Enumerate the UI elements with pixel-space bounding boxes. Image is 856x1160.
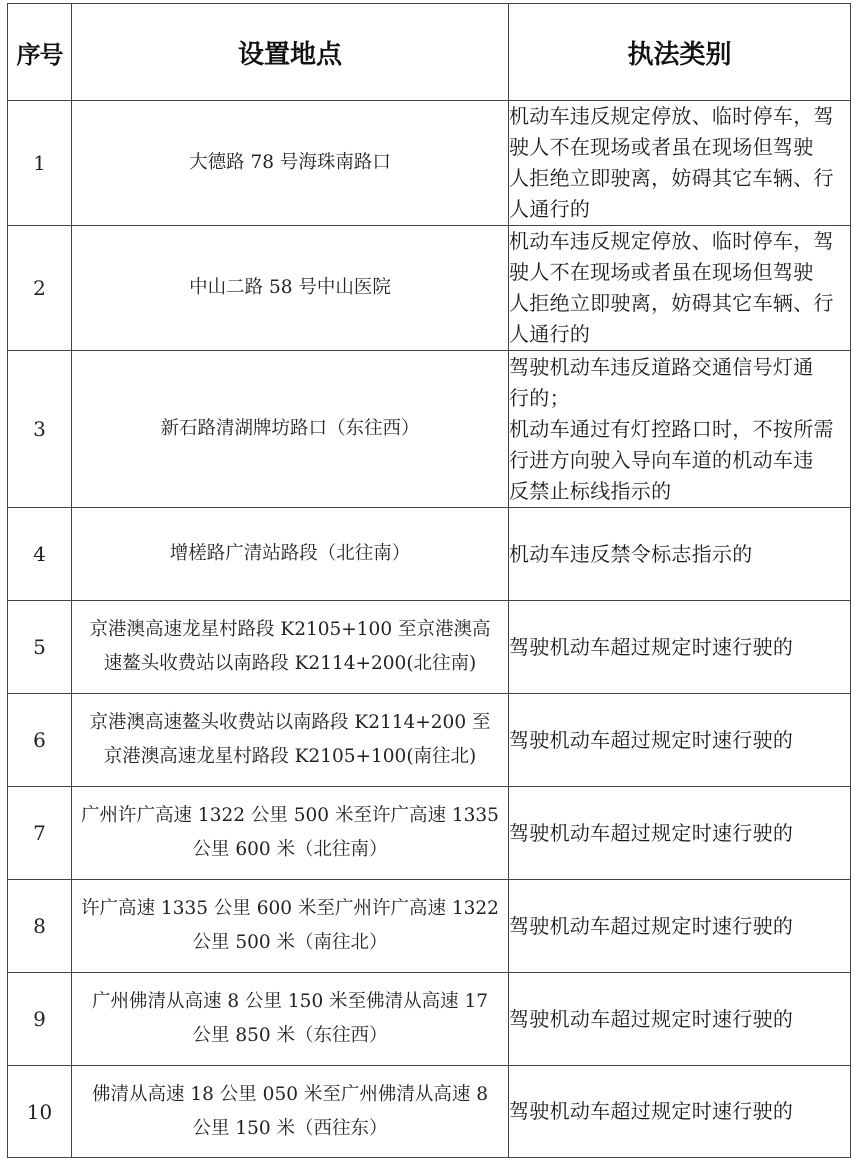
category-line: 机动车违反规定停放、临时停车，驾 (509, 104, 834, 128)
location-line: 速鳌头收费站以南路段 K2114+200(北往南) (103, 653, 477, 674)
header-location: 设置地点 (72, 4, 509, 101)
row-category (509, 973, 851, 1066)
row-category (509, 601, 851, 694)
location-line: 广州佛清从高速 8 公里 150 米至佛清从高速 17 (91, 991, 489, 1012)
row-index: 5 (8, 601, 72, 694)
category-line: 驾驶机动车违反道路交通信号灯通 (509, 354, 814, 379)
row-location (72, 1066, 509, 1158)
table-row (8, 1066, 851, 1158)
row-category (509, 508, 851, 601)
category-line: 驶人不在现场或者虽在现场但驾驶 (509, 260, 814, 284)
table-row (8, 101, 851, 226)
table-row (8, 787, 851, 880)
category-line: 驾驶机动车超过规定时速行驶的 (509, 820, 794, 845)
table-row (8, 880, 851, 973)
row-category (509, 787, 851, 880)
category-line: 驾驶机动车超过规定时速行驶的 (509, 1006, 794, 1031)
location-line: 京港澳高速龙星村路段 K2105+100 至京港澳高 (89, 619, 491, 640)
table-row (8, 226, 851, 351)
row-location (72, 973, 509, 1066)
table-header-row (8, 4, 851, 101)
header-index: 序号 (8, 4, 72, 101)
category-line: 驾驶机动车超过规定时速行驶的 (509, 913, 794, 938)
category-line: 机动车违反禁令标志指示的 (509, 541, 753, 566)
location-line: 公里 600 米（北往南） (192, 839, 388, 860)
header-category: 执法类别 (509, 4, 851, 101)
location-line: 佛清从高速 18 公里 050 米至广州佛清从高速 8 (91, 1083, 489, 1105)
location-line: 京港澳高速龙星村路段 K2105+100(南往北) (103, 746, 477, 767)
category-line: 行的； (509, 385, 570, 410)
row-location (72, 601, 509, 694)
category-line: 人拒绝立即驶离，妨碍其它车辆、行 (509, 291, 834, 315)
category-line: 驾驶机动车超过规定时速行驶的 (509, 727, 794, 752)
row-category (509, 880, 851, 973)
category-line: 行进方向驶入导向车道的机动车违 (509, 447, 814, 472)
category-line: 人拒绝立即驶离，妨碍其它车辆、行 (509, 166, 834, 190)
location-line: 公里 850 米（东往西） (192, 1025, 388, 1046)
row-index: 4 (8, 508, 72, 601)
location-line: 中山二路 58 号中山医院 (189, 277, 391, 298)
location-line: 京港澳高速鳌头收费站以南路段 K2114+200 至 (89, 712, 491, 733)
row-location (72, 880, 509, 973)
row-location (72, 351, 509, 508)
category-line: 驾驶机动车超过规定时速行驶的 (509, 1099, 794, 1123)
row-location (72, 694, 509, 787)
row-index: 6 (8, 694, 72, 787)
row-category (509, 101, 851, 226)
table-row (8, 973, 851, 1066)
table-row (8, 694, 851, 787)
row-index: 2 (8, 226, 72, 351)
row-category (509, 226, 851, 351)
category-line: 人通行的 (509, 197, 591, 221)
category-line: 人通行的 (509, 322, 591, 346)
row-index: 10 (8, 1066, 72, 1158)
category-line: 机动车违反规定停放、临时停车，驾 (509, 229, 834, 253)
table-row (8, 508, 851, 601)
location-line: 公里 500 米（南往北） (192, 932, 388, 953)
table-row (8, 351, 851, 508)
table-row (8, 601, 851, 694)
row-location (72, 101, 509, 226)
category-line: 反禁止标线指示的 (509, 478, 672, 503)
row-location (72, 226, 509, 351)
category-line: 驾驶机动车超过规定时速行驶的 (509, 634, 794, 659)
row-index: 7 (8, 787, 72, 880)
location-line: 许广高速 1335 公里 600 米至广州许广高速 1322 (81, 898, 499, 919)
row-category (509, 694, 851, 787)
row-location (72, 508, 509, 601)
enforcement-locations-table (7, 3, 851, 1158)
category-line: 驶人不在现场或者虽在现场但驾驶 (509, 135, 814, 159)
location-line: 公里 150 米（西往东） (192, 1117, 388, 1139)
row-index: 1 (8, 101, 72, 226)
row-location (72, 787, 509, 880)
location-line: 增槎路广清站路段（北往南） (169, 543, 411, 564)
row-category (509, 351, 851, 508)
location-line: 广州许广高速 1322 公里 500 米至许广高速 1335 (81, 805, 499, 826)
row-index: 8 (8, 880, 72, 973)
row-index: 9 (8, 973, 72, 1066)
location-line: 新石路清湖牌坊路口（东往西） (160, 418, 420, 439)
row-category (509, 1066, 851, 1158)
location-line: 大德路 78 号海珠南路口 (189, 152, 391, 173)
row-index: 3 (8, 351, 72, 508)
category-line: 机动车通过有灯控路口时，不按所需 (509, 416, 834, 441)
